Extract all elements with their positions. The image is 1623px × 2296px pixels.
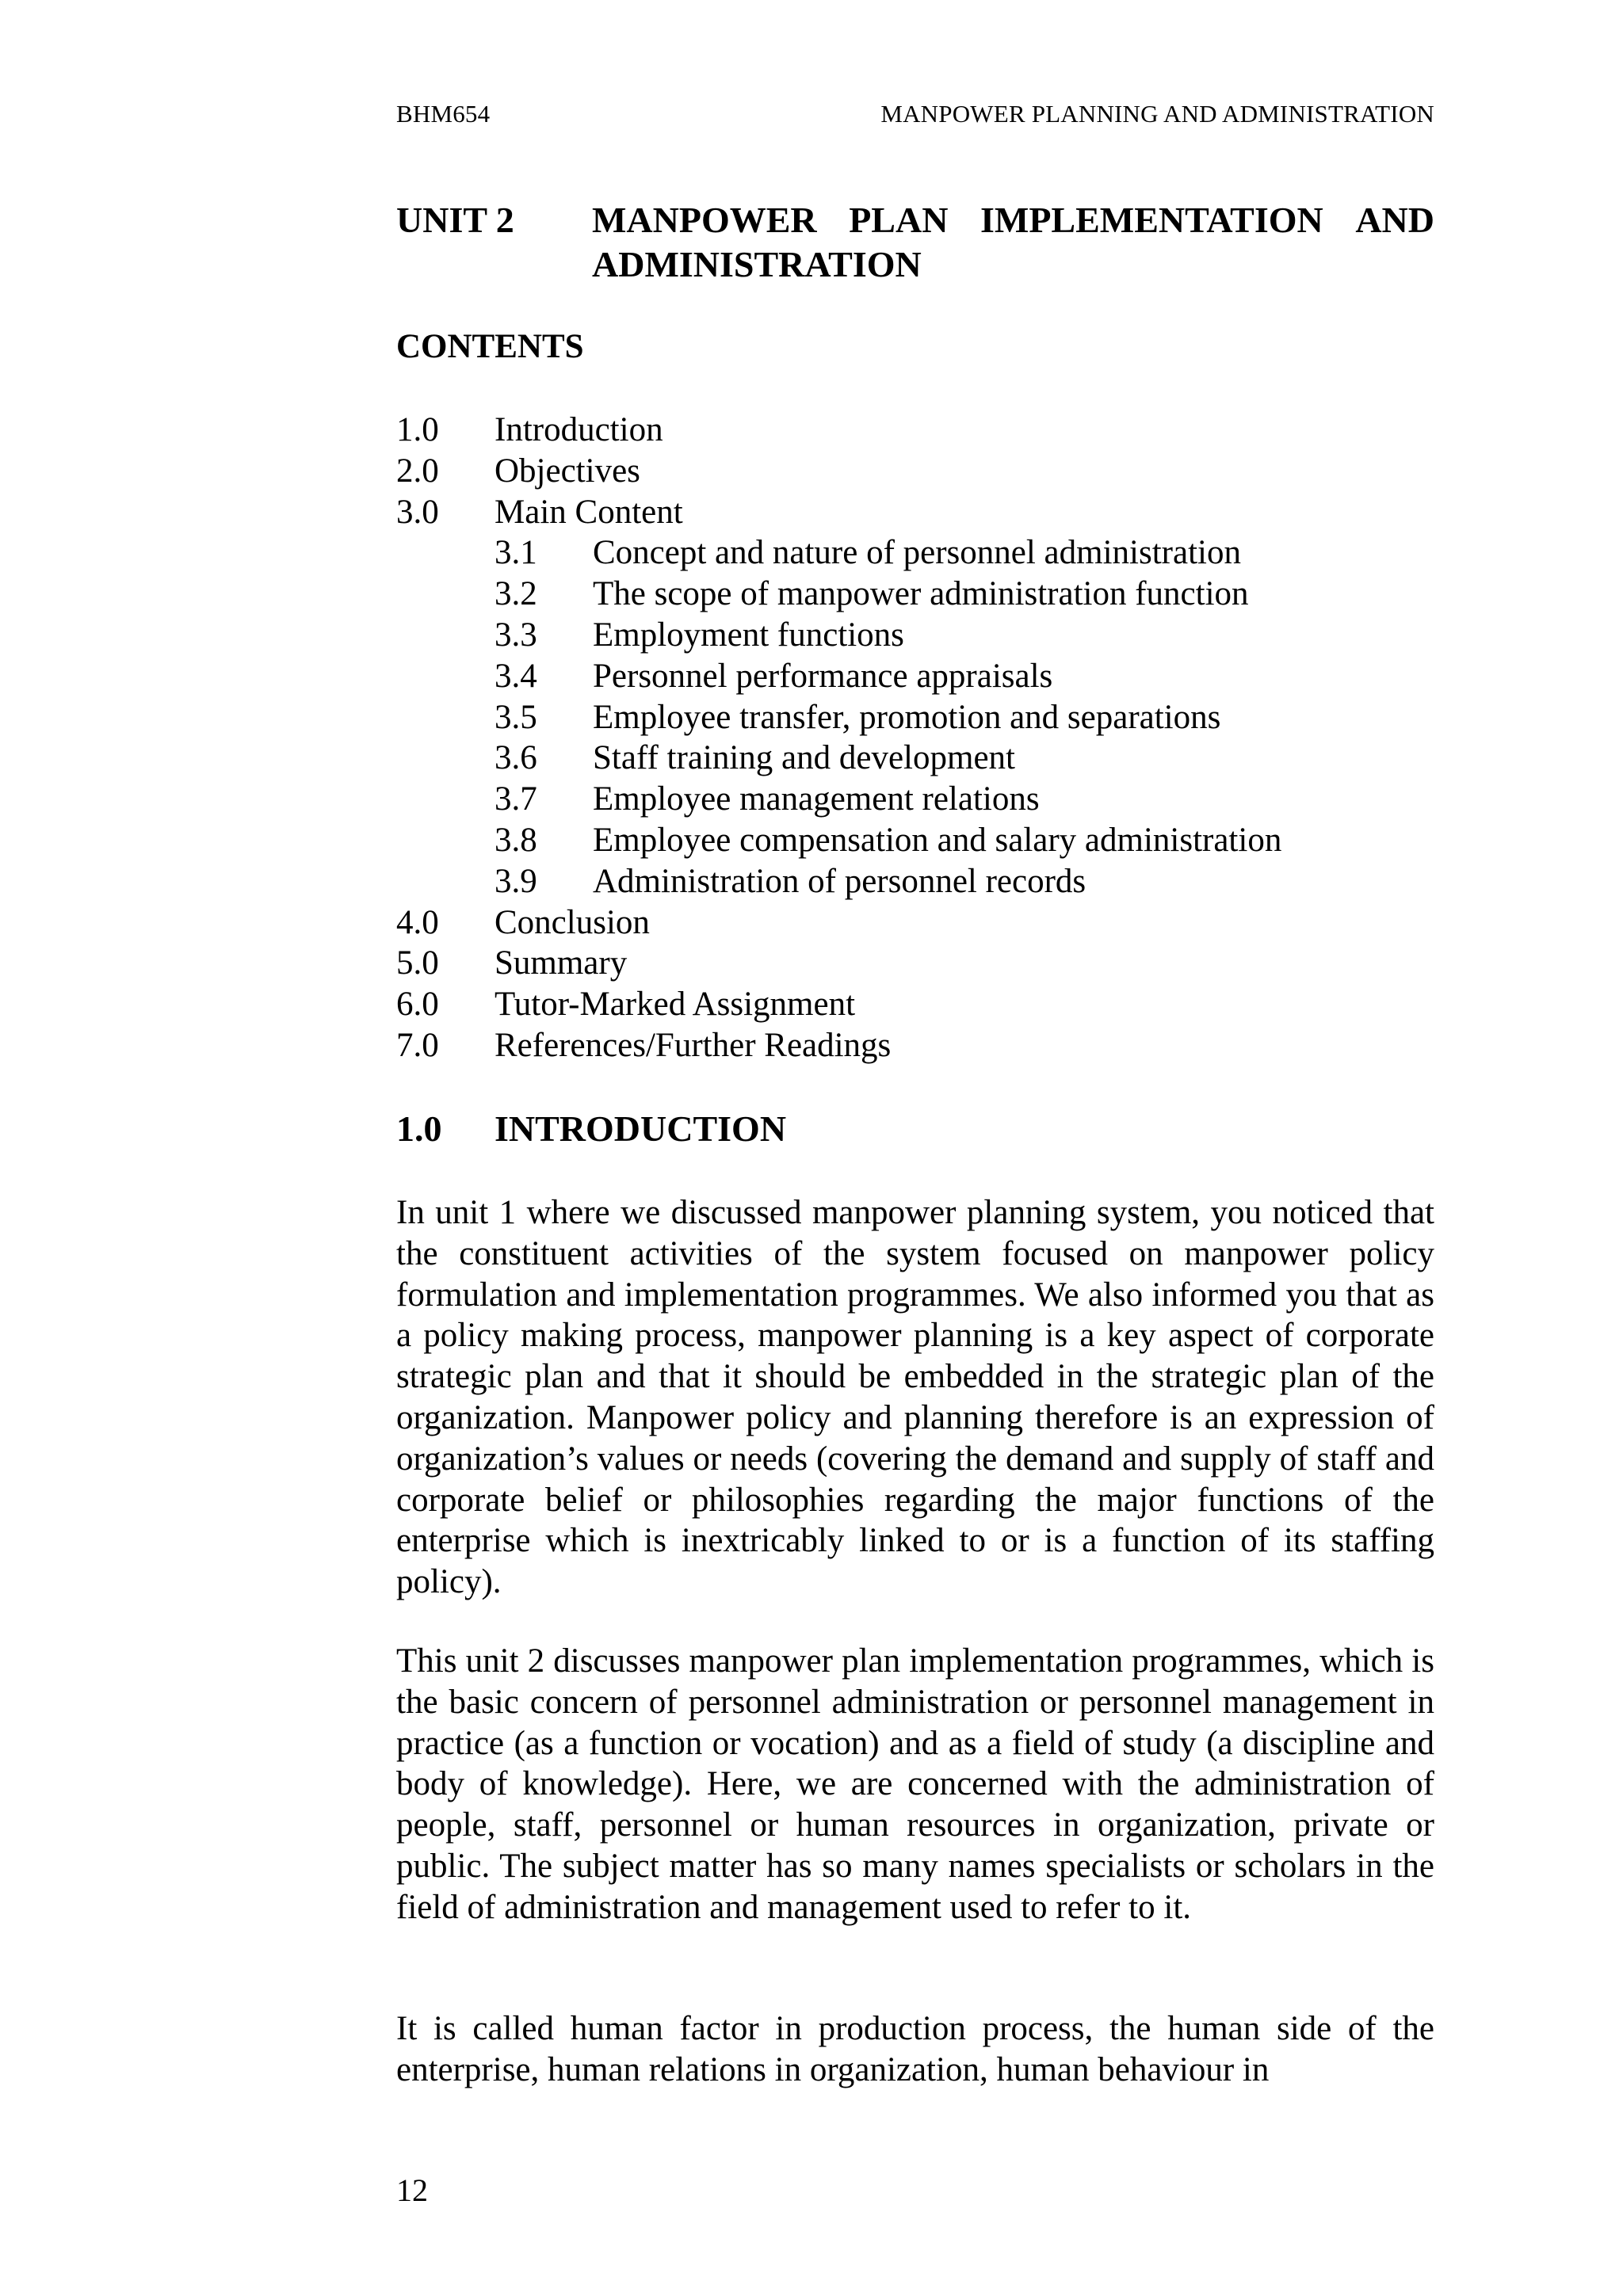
- toc-item-number: 3.6: [495, 739, 537, 777]
- toc-item-label: Main Content: [495, 493, 683, 531]
- contents-heading: CONTENTS: [396, 328, 584, 365]
- paragraph: This unit 2 discusses manpower plan implementation programmes, which is the basic concern of personnel administration or personnel management in practice (as a function or vocation) and as a field of study (a discipline and body of knowledge). Here, we are concerned with the administration of people, staff, personnel or human resources in organization, private or public. The subject matter has so many names specialists or scholars in the field of administration and management used to refer to it.: [396, 1642, 1434, 1926]
- section-number: 1.0: [396, 1108, 442, 1149]
- toc-item: [396, 943, 1434, 984]
- toc-item-label: Conclusion: [495, 903, 650, 941]
- toc-item-label: Administration of personnel records: [593, 862, 1086, 900]
- unit-heading-word: PLAN: [849, 200, 949, 240]
- toc-item-number: 3.8: [495, 821, 537, 859]
- toc-item: [396, 902, 1434, 944]
- toc-item: [396, 532, 1434, 574]
- toc-item: [396, 1025, 1434, 1066]
- section-title: INTRODUCTION: [495, 1108, 787, 1149]
- toc-item-number: 3.7: [495, 780, 537, 818]
- unit-label: UNIT 2: [396, 200, 514, 240]
- unit-heading: [592, 198, 1434, 287]
- toc-item: [396, 615, 1434, 656]
- toc-item-label: Introduction: [495, 411, 663, 448]
- toc-item-number: 6.0: [396, 986, 439, 1024]
- toc-item-number: 3.5: [495, 698, 537, 736]
- running-header: [396, 98, 1434, 130]
- toc-item: [396, 410, 1434, 451]
- toc-item-number: 4.0: [396, 903, 439, 941]
- toc-item-label: Summary: [495, 944, 628, 982]
- toc-item: [396, 574, 1434, 615]
- page-number: 12: [396, 2172, 428, 2208]
- paragraph: In unit 1 where we discussed manpower planning system, you noticed that the constituent activities of the system focused on manpower policy formulation and implementation programmes. We also informed you that as a policy making process, manpower planning is a key aspect of corporate strategic plan and that it should be embedded in the strategic plan of the organization. Manpower policy and planning therefore is an expression of organization’s values or needs (covering the demand and supply of staff and corporate belief or philosophies regarding the major functions of the enterprise which is inextricably linked to or is a function of its staffing policy).: [396, 1194, 1434, 1601]
- toc-item: [396, 779, 1434, 820]
- toc-item: [396, 861, 1434, 902]
- paragraph: It is called human factor in production process, the human side of the enterprise, human relations in organization, human behaviour in: [396, 2010, 1434, 2088]
- toc-item-number: 3.0: [396, 493, 439, 531]
- toc-item-number: 2.0: [396, 452, 439, 490]
- unit-heading-line-1: [592, 198, 1434, 242]
- course-title: MANPOWER PLANNING AND ADMINISTRATION: [880, 100, 1434, 128]
- table-of-contents: [396, 410, 1434, 1066]
- toc-item: [396, 656, 1434, 697]
- toc-item-label: Concept and nature of personnel administration: [593, 534, 1241, 572]
- toc-item: [396, 984, 1434, 1025]
- toc-item-label: Personnel performance appraisals: [593, 657, 1053, 695]
- toc-item-label: Tutor-Marked Assignment: [495, 986, 856, 1024]
- toc-item-number: 3.2: [495, 575, 537, 613]
- toc-item: [396, 492, 1434, 533]
- toc-item-number: 5.0: [396, 944, 439, 982]
- toc-item-label: Staff training and development: [593, 739, 1015, 777]
- toc-item-number: 1.0: [396, 411, 439, 448]
- unit-heading-line-2: ADMINISTRATION: [592, 244, 922, 284]
- toc-item-number: 3.3: [495, 616, 537, 654]
- toc-item-label: The scope of manpower administration function: [593, 575, 1249, 613]
- toc-item-label: Employee compensation and salary administration: [593, 821, 1282, 859]
- toc-item: [396, 738, 1434, 779]
- unit-heading-word: MANPOWER: [592, 200, 817, 240]
- unit-heading-word: IMPLEMENTATION: [980, 200, 1323, 240]
- toc-item-number: 3.9: [495, 862, 537, 900]
- toc-item-label: Objectives: [495, 452, 640, 490]
- toc-item-number: 3.1: [495, 534, 537, 572]
- toc-item-number: 3.4: [495, 657, 537, 695]
- toc-item-label: Employee transfer, promotion and separations: [593, 698, 1221, 736]
- toc-item: [396, 820, 1434, 861]
- toc-item: [396, 451, 1434, 492]
- toc-item-label: Employment functions: [593, 616, 904, 654]
- unit-heading-word: AND: [1355, 200, 1434, 240]
- toc-item-label: Employee management relations: [593, 780, 1040, 818]
- toc-item-label: References/Further Readings: [495, 1026, 892, 1064]
- toc-item: [396, 697, 1434, 738]
- toc-item-number: 7.0: [396, 1026, 439, 1064]
- course-code: BHM654: [396, 100, 491, 128]
